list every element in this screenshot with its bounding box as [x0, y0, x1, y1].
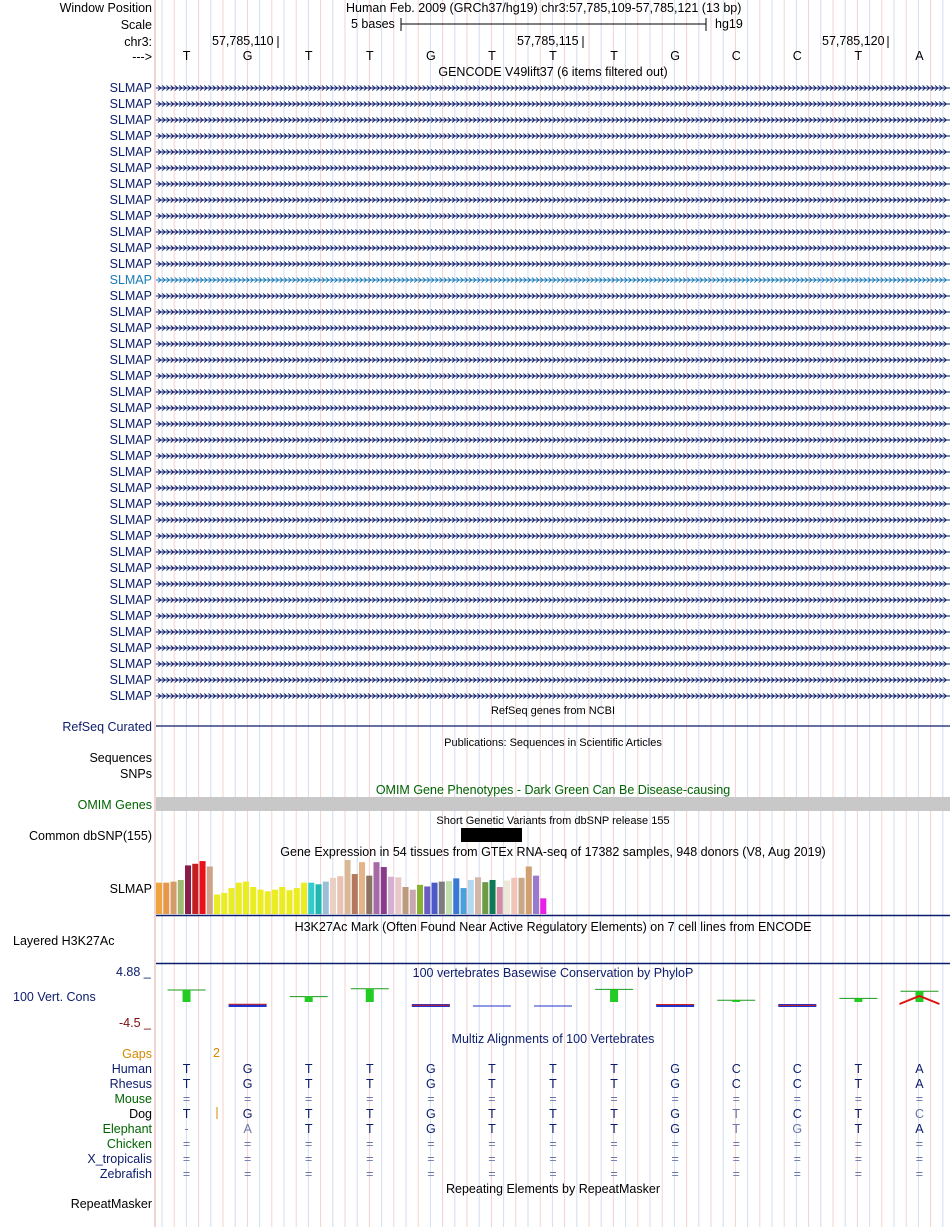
gtex-tissue-bar — [519, 878, 525, 914]
aligned-base: = — [488, 1152, 496, 1166]
gtex-tissue-bar — [316, 884, 322, 914]
publications-track-title[interactable]: Publications: Sequences in Scientific Articles — [444, 737, 662, 749]
species-label[interactable]: Elephant — [102, 1122, 152, 1136]
aligned-base: = — [549, 1152, 557, 1166]
reference-base: T — [488, 49, 496, 63]
gtex-tissue-bar — [453, 878, 459, 914]
aligned-base: = — [305, 1167, 313, 1181]
aligned-base: A — [915, 1077, 924, 1091]
aligned-base: T — [610, 1107, 618, 1121]
gtex-tissue-bar — [163, 883, 169, 914]
gencode-transcript-label[interactable]: SLMAP — [109, 81, 152, 95]
aligned-base: T — [304, 1062, 313, 1076]
gencode-transcript-label[interactable]: SLMAP — [109, 369, 152, 383]
gtex-tissue-bar — [374, 862, 380, 914]
gtex-tissue-bar — [236, 883, 242, 914]
gencode-transcript-label[interactable]: SLMAP — [109, 657, 152, 671]
aligned-base: A — [243, 1122, 252, 1136]
gtex-tissue-bar — [171, 882, 177, 914]
gencode-transcript-label[interactable]: SLMAP — [109, 337, 152, 351]
aligned-base: = — [854, 1152, 863, 1166]
publications-label-sequences[interactable]: Sequences — [89, 751, 152, 765]
aligned-base: = — [610, 1167, 618, 1181]
conservation-min-label: -4.5 _ — [119, 1016, 151, 1030]
gencode-transcript-label[interactable]: SLMAP — [109, 321, 152, 335]
aligned-base: = — [671, 1167, 679, 1181]
reference-base: G — [670, 49, 680, 63]
aligned-base: A — [915, 1122, 924, 1136]
aligned-base: C — [731, 1062, 741, 1076]
gtex-tissue-bar — [243, 882, 249, 914]
aligned-base: T — [549, 1122, 557, 1136]
aligned-base: = — [182, 1152, 191, 1166]
window-position-label: Window Position — [59, 1, 152, 15]
aligned-base: = — [610, 1152, 618, 1166]
gencode-transcript-label[interactable]: SLMAP — [109, 177, 152, 191]
gtex-tissue-bar — [497, 887, 503, 914]
aligned-base: = — [793, 1137, 801, 1151]
aligned-base: = — [732, 1152, 740, 1166]
gtex-tissue-bar — [410, 890, 416, 914]
gtex-tissue-bar — [424, 886, 430, 914]
gencode-transcript-label[interactable]: SLMAP — [109, 257, 152, 271]
aligned-base: = — [243, 1167, 252, 1181]
gtex-tissue-bar — [381, 867, 387, 914]
aligned-base: = — [793, 1167, 801, 1181]
conservation-track-title[interactable]: 100 vertebrates Basewise Conservation by PhyloP — [412, 966, 694, 980]
aligned-base: G — [425, 1107, 436, 1121]
species-label[interactable]: Human — [111, 1062, 152, 1076]
species-label[interactable]: Zebrafish — [99, 1167, 152, 1181]
aligned-base: = — [671, 1152, 679, 1166]
aligned-base: = — [488, 1092, 496, 1106]
gtex-tissue-bar — [345, 860, 351, 914]
gencode-transcript-label[interactable]: SLMAP — [109, 673, 152, 687]
gtex-tissue-bar — [279, 887, 285, 914]
reference-base: G — [425, 49, 436, 63]
gtex-tissue-bar — [475, 877, 481, 914]
aligned-base: T — [304, 1077, 313, 1091]
gencode-transcript-label[interactable]: SLMAP — [109, 449, 152, 463]
aligned-base: C — [792, 1062, 802, 1076]
reference-base: T — [304, 49, 313, 63]
aligned-base: T — [549, 1062, 557, 1076]
aligned-base: G — [670, 1122, 680, 1136]
gtex-tissue-bar — [192, 864, 198, 914]
reference-base: T — [365, 49, 374, 63]
gtex-tissue-bar — [272, 890, 278, 914]
aligned-base: T — [854, 1107, 863, 1121]
phylop-positive-bar — [366, 989, 374, 1002]
gtex-tissue-bar — [294, 888, 300, 914]
gencode-transcript-label[interactable]: SLMAP — [109, 225, 152, 239]
aligned-base: C — [792, 1107, 802, 1121]
reference-base: T — [610, 49, 618, 63]
gencode-transcript-label[interactable]: SLMAP — [109, 401, 152, 415]
gtex-tissue-bar — [229, 888, 235, 914]
aligned-base: = — [732, 1092, 740, 1106]
scale-text: 5 bases — [351, 17, 395, 31]
aligned-base: T — [732, 1107, 741, 1121]
omim-gene-bar — [156, 797, 950, 811]
gtex-tissue-bar — [330, 878, 336, 914]
reference-base: C — [731, 49, 741, 63]
aligned-base: = — [671, 1137, 679, 1151]
gencode-transcript-label[interactable]: SLMAP — [109, 305, 152, 319]
aligned-base: = — [671, 1092, 679, 1106]
aligned-base: G — [425, 1122, 436, 1136]
aligned-base: T — [610, 1062, 618, 1076]
gtex-tissue-bar — [461, 888, 467, 914]
aligned-base: = — [854, 1167, 863, 1181]
gencode-transcript-label[interactable]: SLMAP — [109, 577, 152, 591]
scale-assembly: hg19 — [715, 17, 743, 31]
aligned-base: = — [182, 1137, 191, 1151]
aligned-base: = — [182, 1092, 191, 1106]
gencode-transcript-label[interactable]: SLMAP — [109, 609, 152, 623]
aligned-base: A — [915, 1062, 924, 1076]
gencode-transcript-label[interactable]: SLMAP — [109, 353, 152, 367]
position-marker-2: 57,785,115 — [517, 34, 579, 48]
gtex-tissue-bar — [308, 883, 314, 914]
position-marker-1: 57,785,110 — [212, 34, 274, 48]
aligned-base: = — [732, 1167, 740, 1181]
aligned-base: T — [488, 1062, 496, 1076]
gtex-tissue-bar — [432, 883, 438, 914]
strand-label: ---> — [132, 50, 152, 64]
species-label[interactable]: Chicken — [106, 1137, 152, 1151]
gtex-tissue-bar — [439, 882, 445, 914]
gencode-transcript-label[interactable]: SLMAP — [109, 561, 152, 575]
aligned-base: G — [242, 1062, 253, 1076]
species-label[interactable]: Dog — [129, 1107, 152, 1121]
aligned-base: G — [425, 1077, 436, 1091]
aligned-base: T — [488, 1077, 496, 1091]
gtex-tissue-bar — [403, 887, 409, 914]
aligned-base: = — [549, 1137, 557, 1151]
aligned-base: T — [854, 1077, 863, 1091]
aligned-base: G — [242, 1107, 253, 1121]
aligned-base: = — [854, 1137, 863, 1151]
gencode-transcript-label[interactable]: SLMAP — [109, 513, 152, 527]
gencode-transcript-label[interactable]: SLMAP — [109, 129, 152, 143]
phylop-positive-bar — [732, 1000, 740, 1002]
gencode-transcript-label[interactable]: SLMAP — [109, 161, 152, 175]
aligned-base: C — [731, 1077, 741, 1091]
omim-track-title[interactable]: OMIM Gene Phenotypes - Dark Green Can Be Disease-causing — [375, 783, 731, 797]
aligned-base: = — [488, 1167, 496, 1181]
gtex-tissue-bar — [388, 877, 394, 914]
aligned-base: G — [670, 1077, 680, 1091]
aligned-base: T — [304, 1122, 313, 1136]
aligned-base: - — [184, 1122, 189, 1136]
window-position-value: Human Feb. 2009 (GRCh37/hg19) chr3:57,785,109-57,785,121 (13 bp) — [346, 1, 742, 15]
gtex-tissue-bar — [221, 893, 227, 914]
gencode-transcript-label[interactable]: SLMAP — [109, 641, 152, 655]
aligned-base: = — [915, 1137, 924, 1151]
aligned-base: C — [914, 1107, 924, 1121]
aligned-base: = — [366, 1092, 374, 1106]
gtex-track-title[interactable]: Gene Expression in 54 tissues from GTEx RNA-seq of 17382 samples, 948 donors (V8, Aug 2019) — [280, 845, 826, 859]
aligned-base: = — [182, 1167, 191, 1181]
gtex-tissue-bar — [287, 890, 293, 914]
conservation-max-label: 4.88 _ — [116, 965, 151, 979]
aligned-base: T — [854, 1062, 863, 1076]
reference-base: A — [915, 49, 924, 63]
aligned-base: T — [488, 1122, 496, 1136]
aligned-base: T — [182, 1062, 191, 1076]
aligned-base: = — [366, 1152, 374, 1166]
gencode-transcript-label[interactable]: SLMAP — [109, 193, 152, 207]
aligned-base: = — [243, 1152, 252, 1166]
publications-label-snps[interactable]: SNPs — [120, 767, 152, 781]
gencode-transcript-label[interactable]: SLMAP — [109, 113, 152, 127]
reference-base: T — [182, 49, 191, 63]
aligned-base: = — [915, 1092, 924, 1106]
aligned-base: = — [305, 1152, 313, 1166]
aligned-base: T — [365, 1122, 374, 1136]
aligned-base: G — [670, 1107, 680, 1121]
reference-base: C — [792, 49, 802, 63]
multiz-track-title[interactable]: Multiz Alignments of 100 Vertebrates — [451, 1032, 655, 1046]
aligned-base: = — [427, 1137, 435, 1151]
aligned-base: G — [425, 1062, 436, 1076]
aligned-base: = — [549, 1092, 557, 1106]
reference-base: T — [854, 49, 863, 63]
gencode-transcript-label[interactable]: SLMAP — [109, 289, 152, 303]
dbsnp-track-title[interactable]: Short Genetic Variants from dbSNP release 155 — [436, 815, 670, 827]
gtex-tissue-bar — [511, 878, 517, 914]
aligned-base: T — [304, 1107, 313, 1121]
aligned-base: T — [610, 1077, 618, 1091]
gtex-tissue-bar — [265, 891, 271, 914]
aligned-base: C — [792, 1077, 802, 1091]
gencode-transcript-label[interactable]: SLMAP — [109, 417, 152, 431]
gtex-tissue-bar — [468, 880, 474, 914]
species-label[interactable]: X_tropicalis — [87, 1152, 152, 1166]
gencode-transcript-label[interactable]: SLMAP — [109, 385, 152, 399]
gencode-transcript-label[interactable]: SLMAP — [109, 145, 152, 159]
gtex-tissue-bar — [200, 861, 206, 914]
aligned-base: = — [915, 1152, 924, 1166]
aligned-base: T — [732, 1122, 741, 1136]
aligned-base: = — [549, 1167, 557, 1181]
gtex-tissue-bar — [446, 881, 452, 914]
phylop-positive-bar — [183, 990, 191, 1002]
dbsnp-track-label[interactable]: Common dbSNP(155) — [29, 829, 152, 843]
aligned-base: = — [427, 1092, 435, 1106]
gencode-transcript-label[interactable]: SLMAP — [109, 433, 152, 447]
phylop-positive-bar — [305, 997, 313, 1002]
aligned-base: T — [365, 1077, 374, 1091]
gencode-transcript-label[interactable]: SLMAP — [109, 97, 152, 111]
gencode-track-title[interactable]: GENCODE V49lift37 (6 items filtered out) — [438, 65, 668, 79]
gencode-transcript-label[interactable]: SLMAP — [109, 593, 152, 607]
gtex-tissue-bar — [250, 887, 256, 914]
aligned-base: = — [366, 1167, 374, 1181]
gtex-tissue-bar — [214, 895, 220, 914]
aligned-base: = — [915, 1167, 924, 1181]
gtex-tissue-bar — [323, 882, 329, 914]
gtex-track-label[interactable]: SLMAP — [109, 882, 152, 896]
repeatmasker-track-title[interactable]: Repeating Elements by RepeatMasker — [445, 1182, 660, 1196]
gtex-tissue-bar — [490, 880, 496, 914]
gencode-transcript-label[interactable]: SLMAP — [109, 497, 152, 511]
gtex-tissue-bar — [359, 862, 365, 914]
aligned-base: T — [549, 1107, 557, 1121]
aligned-base: T — [854, 1122, 863, 1136]
aligned-base: = — [732, 1137, 740, 1151]
gap-count: 2 — [213, 1046, 220, 1060]
refseq-track-title[interactable]: RefSeq genes from NCBI — [490, 705, 616, 717]
gtex-tissue-bar — [395, 877, 401, 914]
gtex-tissue-bar — [352, 874, 358, 914]
gencode-transcript-label[interactable]: SLMAP — [109, 545, 152, 559]
gencode-transcript-label[interactable]: SLMAP — [109, 273, 152, 287]
aligned-base: T — [610, 1122, 618, 1136]
aligned-base: = — [366, 1137, 374, 1151]
gaps-label: Gaps — [122, 1047, 152, 1061]
gencode-transcript-label[interactable]: SLMAP — [109, 465, 152, 479]
gtex-tissue-bar — [185, 865, 191, 914]
gtex-tissue-bar — [337, 876, 343, 914]
aligned-base: = — [610, 1137, 618, 1151]
aligned-base: T — [549, 1077, 557, 1091]
gtex-tissue-bar — [533, 876, 539, 914]
gtex-tissue-bar — [178, 880, 184, 914]
h3k27ac-track-label[interactable]: Layered H3K27Ac — [13, 934, 115, 948]
gencode-transcript-label[interactable]: SLMAP — [109, 529, 152, 543]
aligned-base: T — [182, 1107, 191, 1121]
gencode-transcript-label[interactable]: SLMAP — [109, 481, 152, 495]
phylop-positive-bar — [854, 998, 862, 1002]
aligned-base: T — [182, 1077, 191, 1091]
reference-base: T — [549, 49, 557, 63]
dbsnp-variant-block — [461, 828, 522, 842]
aligned-base: = — [610, 1092, 618, 1106]
gtex-tissue-bar — [258, 890, 264, 914]
gencode-transcript-label[interactable]: SLMAP — [109, 625, 152, 639]
aligned-base: G — [242, 1077, 253, 1091]
species-label[interactable]: Mouse — [114, 1092, 152, 1106]
conservation-track-label[interactable]: 100 Vert. Cons — [13, 990, 96, 1004]
aligned-base: G — [792, 1122, 803, 1136]
scale-label: Scale — [120, 18, 152, 32]
gtex-tissue-bar — [156, 883, 162, 914]
gtex-tissue-bar — [207, 866, 213, 914]
gtex-tissue-bar — [366, 876, 372, 914]
aligned-base: = — [305, 1137, 313, 1151]
chrom-label: chr3: — [124, 35, 152, 49]
gtex-tissue-bar — [417, 885, 423, 914]
aligned-base: = — [488, 1137, 496, 1151]
gtex-tissue-bar — [504, 881, 510, 914]
gtex-tissue-bar — [540, 898, 546, 914]
omim-track-label[interactable]: OMIM Genes — [77, 798, 152, 812]
repeatmasker-track-label[interactable]: RepeatMasker — [70, 1197, 152, 1211]
aligned-base: = — [793, 1152, 801, 1166]
refseq-track-label[interactable]: RefSeq Curated — [62, 720, 152, 734]
gencode-transcript-label[interactable]: SLMAP — [109, 209, 152, 223]
species-label[interactable]: Rhesus — [109, 1077, 152, 1091]
aligned-base: T — [365, 1107, 374, 1121]
aligned-base: = — [427, 1167, 435, 1181]
aligned-base: = — [305, 1092, 313, 1106]
gtex-tissue-bar — [301, 883, 307, 914]
h3k27ac-track-title[interactable]: H3K27Ac Mark (Often Found Near Active Regulatory Elements) on 7 cell lines from ENCODE — [294, 920, 812, 934]
aligned-base: = — [854, 1092, 863, 1106]
gtex-tissue-bar — [526, 866, 532, 914]
gencode-transcript-label[interactable]: SLMAP — [109, 689, 152, 703]
phylop-positive-bar — [610, 989, 618, 1002]
aligned-base: T — [365, 1062, 374, 1076]
aligned-base: = — [243, 1137, 252, 1151]
aligned-base: G — [670, 1062, 680, 1076]
gtex-tissue-bar — [482, 882, 488, 914]
position-marker-3: 57,785,120 — [822, 34, 885, 48]
aligned-base: = — [243, 1092, 252, 1106]
reference-base: G — [242, 49, 253, 63]
aligned-base: T — [488, 1107, 496, 1121]
gencode-transcript-label[interactable]: SLMAP — [109, 241, 152, 255]
aligned-base: = — [793, 1092, 801, 1106]
aligned-base: = — [427, 1152, 435, 1166]
